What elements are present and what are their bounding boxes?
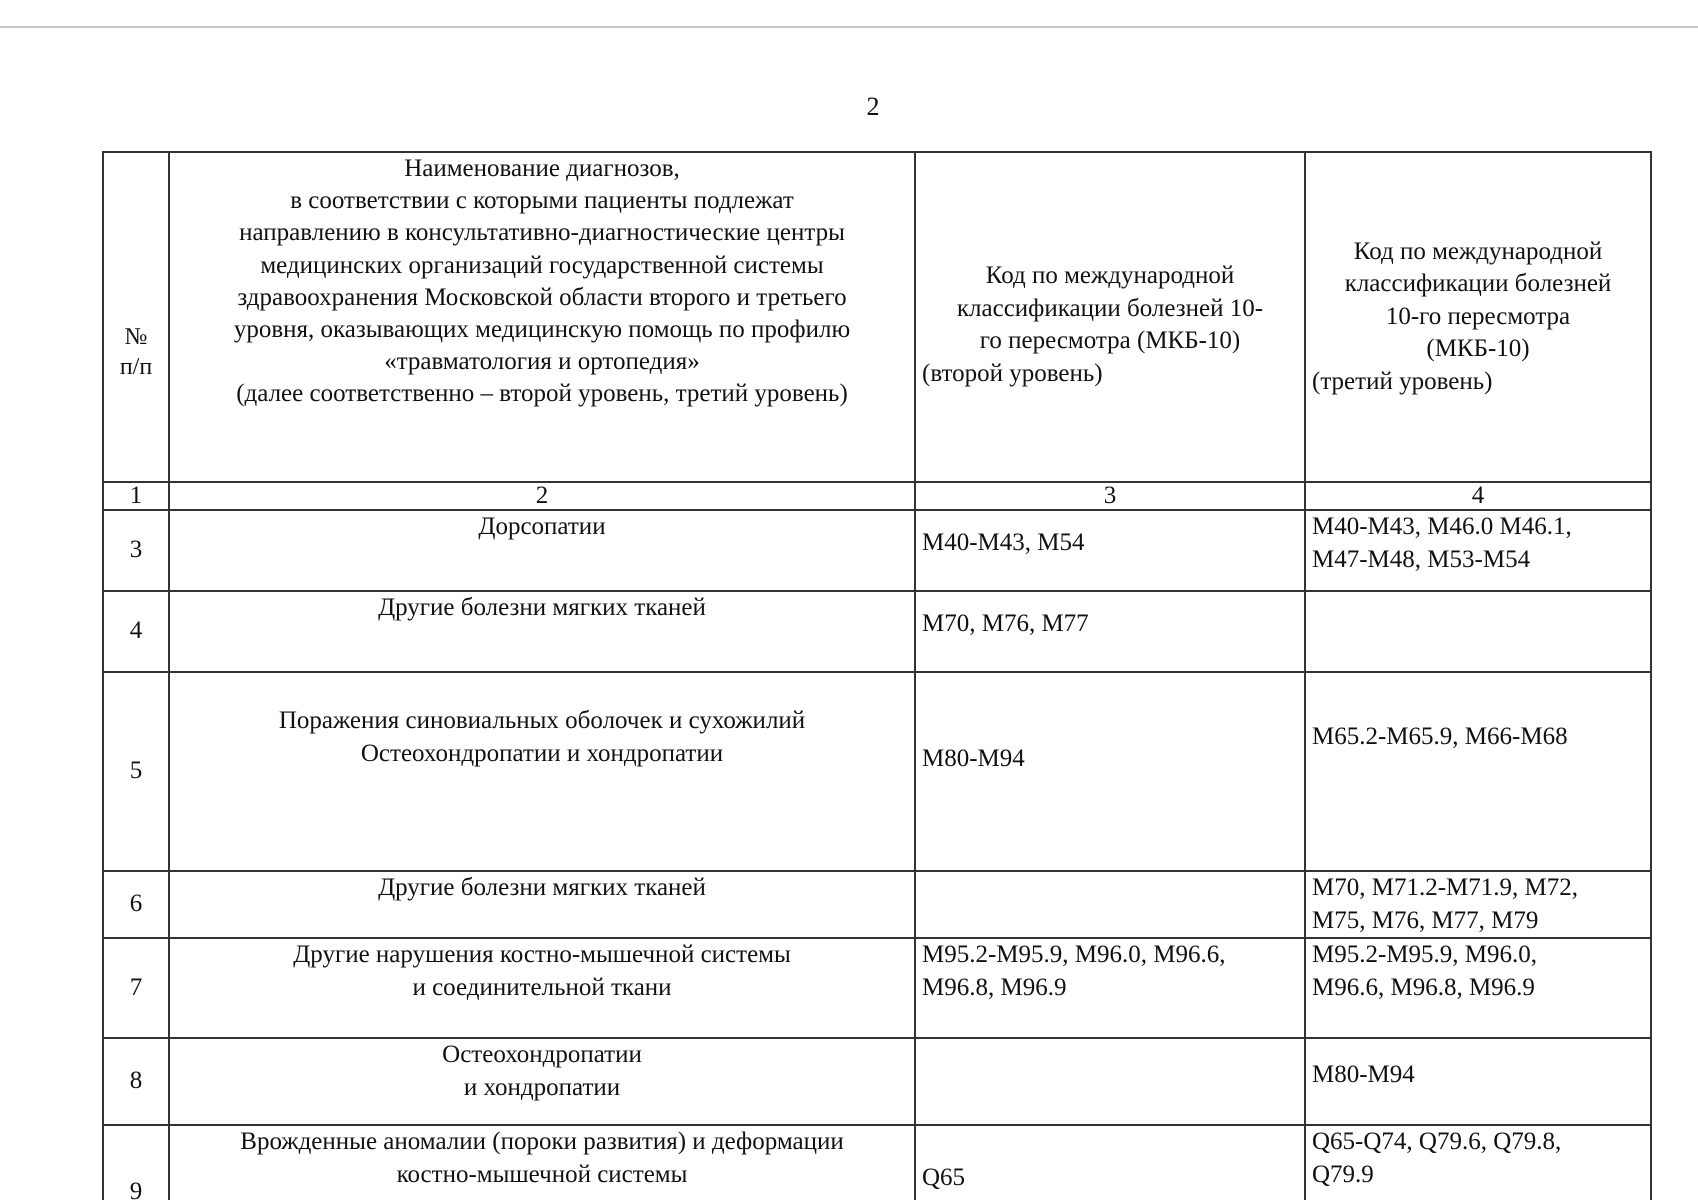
icd-code-line: М96.6, М96.8, М96.9 xyxy=(1312,973,1535,1001)
diagnosis-name-cell xyxy=(169,1125,915,1200)
header-icd-second-level-cell xyxy=(915,152,1305,482)
icd-code-line: М75, М76, М77, М79 xyxy=(1312,906,1539,934)
diagnosis-name-cell xyxy=(169,871,915,938)
header-icd2-level: (второй уровень) xyxy=(922,359,1103,387)
icd-code-line: М95.2-М95.9, М96.0, М96.6, xyxy=(922,941,1226,968)
header-icd3-line: 10-го пересмотра xyxy=(1385,302,1571,330)
icd-code-line: М40-М43, М46.0 М46.1, xyxy=(1312,513,1572,540)
column-number-cell: 4 xyxy=(1305,482,1651,510)
icd-code-line: Q79.9 xyxy=(1312,1160,1374,1188)
row-number-cell: 8 xyxy=(103,1038,169,1125)
diagnosis-name-cell xyxy=(169,591,915,672)
header-name-line: направлению в консультативно-диагностические центры xyxy=(239,219,845,247)
icd-third-level-cell xyxy=(1305,591,1651,672)
table-row xyxy=(103,1125,1651,1200)
row-number-cell: 5 xyxy=(103,672,169,871)
icd-second-level-cell xyxy=(915,1125,1305,1200)
diagnosis-name-line: Другие нарушения костно-мышечной системы xyxy=(293,941,791,968)
header-icd3-level: (третий уровень) xyxy=(1312,367,1493,395)
diagnosis-name-cell xyxy=(169,938,915,1038)
row-number-cell: 4 xyxy=(103,591,169,672)
header-name-line: медицинских организаций государственной системы xyxy=(260,251,824,279)
table-row xyxy=(103,591,1651,672)
table-row xyxy=(103,1038,1651,1125)
icd-second-level-cell xyxy=(915,672,1305,871)
icd-code-line: М96.8, М96.9 xyxy=(922,973,1067,1001)
table-row xyxy=(103,938,1651,1038)
header-icd-third-level-cell xyxy=(1305,152,1651,482)
column-number-cell: 2 xyxy=(169,482,915,510)
diagnosis-name-line: и хондропатии xyxy=(463,1073,621,1101)
scan-edge-line xyxy=(0,26,1698,28)
icd-third-level-cell xyxy=(1305,1038,1651,1125)
header-name-line: «травматология и ортопедия» xyxy=(384,348,700,376)
header-name-line: Наименование диагнозов, xyxy=(404,155,680,182)
header-icd3-line: Код по международной xyxy=(1353,237,1603,265)
table-row xyxy=(103,672,1651,871)
row-number-cell: 6 xyxy=(103,871,169,938)
icd-third-level-cell xyxy=(1305,871,1651,938)
icd-second-level-cell xyxy=(915,591,1305,672)
icd-third-level-cell xyxy=(1305,1125,1651,1200)
diagnosis-name-line: Поражения синовиальных оболочек и сухожилий xyxy=(278,707,806,734)
icd-code-line: М80-М94 xyxy=(922,745,1025,772)
header-name-line: уровня, оказывающих медицинскую помощь по профилю xyxy=(233,316,851,344)
header-icd2-line: классификации болезней 10- xyxy=(956,294,1264,322)
diagnosis-name-line: и соединительной ткани xyxy=(412,973,672,1001)
header-number-line: п/п xyxy=(119,354,153,380)
diagnosis-name-cell xyxy=(169,1038,915,1125)
header-number-line: № xyxy=(124,324,148,350)
header-icd2-line: го пересмотра (МКБ-10) xyxy=(979,327,1241,354)
icd-second-level-cell xyxy=(915,871,1305,938)
header-diagnosis-name-cell xyxy=(169,152,915,482)
diagnosis-name-line: Другие болезни мягких тканей xyxy=(378,594,706,621)
table-header-row xyxy=(103,152,1651,482)
column-number-cell: 3 xyxy=(915,482,1305,510)
header-icd3-line: (МКБ-10) xyxy=(1426,335,1530,363)
diagnosis-name-cell xyxy=(169,510,915,591)
diagnosis-name-line: Дорсопатии xyxy=(478,513,606,540)
row-number-cell: 9 xyxy=(103,1125,169,1200)
icd-second-level-cell xyxy=(915,510,1305,591)
icd-third-level-cell xyxy=(1305,510,1651,591)
page-number: 2 xyxy=(866,92,880,121)
header-name-line: здравоохранения Московской области второго и третьего xyxy=(237,283,847,311)
header-number-cell xyxy=(103,152,169,482)
icd-code-line: М40-М43, М54 xyxy=(922,529,1085,556)
column-number-cell: 1 xyxy=(103,482,169,510)
icd-code-line: М47-М48, М53-М54 xyxy=(1312,545,1531,573)
column-number-row xyxy=(103,482,1651,510)
diagnosis-code-table xyxy=(102,151,1652,1200)
table-row xyxy=(103,510,1651,591)
header-name-line: (далее соответственно – второй уровень, третий уровень) xyxy=(236,380,848,408)
icd-second-level-cell xyxy=(915,938,1305,1038)
diagnosis-name-line: костно-мышечной системы xyxy=(396,1160,688,1188)
icd-code-line: Q65 xyxy=(922,1164,966,1191)
icd-code-line: Q65-Q74, Q79.6, Q79.8, xyxy=(1312,1128,1562,1155)
icd-third-level-cell xyxy=(1305,938,1651,1038)
icd-third-level-cell xyxy=(1305,672,1651,871)
header-icd3-line: классификации болезней xyxy=(1344,270,1612,298)
table-row xyxy=(103,871,1651,938)
diagnosis-name-line: Остеохондропатии xyxy=(442,1041,642,1068)
diagnosis-name-line: Врожденные аномалии (пороки развития) и деформации xyxy=(240,1128,844,1155)
diagnosis-name-line: Остеохондропатии и хондропатии xyxy=(360,739,724,767)
icd-code-line: М80-М94 xyxy=(1312,1061,1415,1088)
diagnosis-name-line: Другие болезни мягких тканей xyxy=(378,874,706,901)
row-number-cell: 3 xyxy=(103,510,169,591)
icd-code-line: М70, М71.2-М71.9, М72, xyxy=(1312,874,1578,901)
diagnosis-name-cell xyxy=(169,672,915,871)
icd-code-line: М95.2-М95.9, М96.0, xyxy=(1312,941,1538,968)
row-number-cell: 7 xyxy=(103,938,169,1038)
icd-second-level-cell xyxy=(915,1038,1305,1125)
icd-code-line: М70, М76, М77 xyxy=(922,610,1089,637)
header-icd2-line: Код по международной xyxy=(985,262,1235,289)
icd-code-line: М65.2-М65.9, М66-М68 xyxy=(1312,723,1568,750)
header-name-line: в соответствии с которыми пациенты подлежат xyxy=(290,187,794,215)
